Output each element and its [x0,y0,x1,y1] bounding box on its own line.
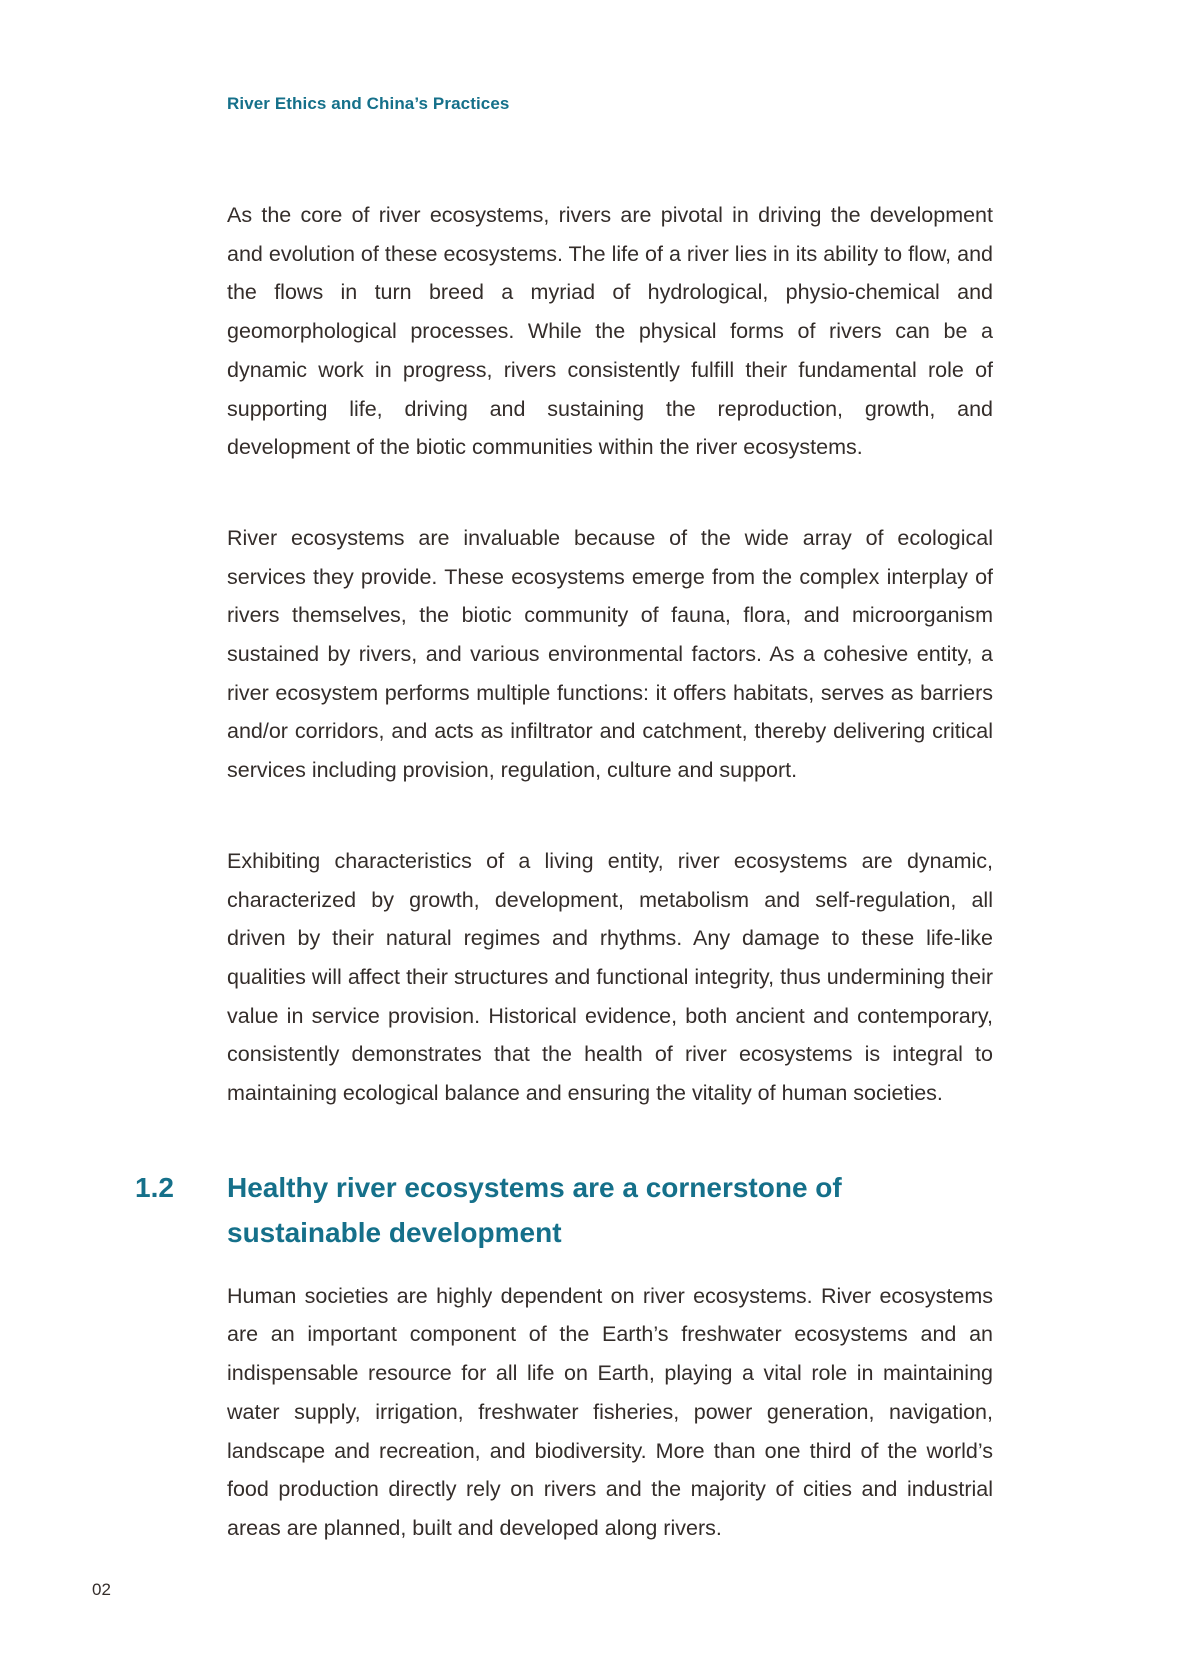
page-number: 02 [92,1580,111,1599]
paragraph-living-entity: Exhibiting characteristics of a living entity, river ecosystems are dynamic, characterized by growth, development, metabolism and self-regulation, all driven by their natural regimes and rhythms. Any damage to these life-like qualities will affect their structures and functional integrity, thus undermining their value in service provision. Historical evidence, both ancient and contemporary, consistently demonstrates that the health of river ecosystems is integral to maintaining ecological balance and ensuring the vitality of human societies. [227,848,993,1106]
paragraph-ecosystem-services: River ecosystems are invaluable because of the wide array of ecological services they provide. These ecosystems emerge from the complex interplay of rivers themselves, the biotic community of fauna, flora, and microorganism sustained by rivers, and various environmental factors. As a cohesive entity, a river ecosystem performs multiple functions: it offers habitats, serves as barriers and/or corridors, and acts as infiltrator and catchment, thereby delivering critical services including provision, regulation, culture and support. [227,525,993,783]
section-number: 1.2 [135,1171,174,1203]
section-title: Healthy river ecosystems are a cornerstone of sustainable development [227,1171,842,1248]
content-column [135,196,993,1548]
running-header: River Ethics and China’s Practices [227,94,510,113]
paragraph-river-core: As the core of river ecosystems, rivers are pivotal in driving the development and evolution of these ecosystems. The life of a river lies in its ability to flow, and the flows in turn breed a myriad of hydrological, physio-chemical and geomorphological processes. While the physical forms of rivers can be a dynamic work in progress, rivers consistently fulfill their fundamental role of supporting life, driving and sustaining the reproduction, growth, and development of the biotic communities within the river ecosystems. [227,203,993,460]
paragraph-human-societies: Human societies are highly dependent on river ecosystems. River ecosystems are an important component of the Earth’s freshwater ecosystems and an indispensable resource for all life on Earth, playing a vital role in maintaining water supply, irrigation, freshwater fisheries, power generation, navigation, landscape and recreation, and biodiversity. More than one third of the world’s food production directly rely on rivers and the majority of cities and industrial areas are planned, built and developed along rivers. [227,1283,993,1540]
section-heading-1-2 [135,1165,993,1255]
